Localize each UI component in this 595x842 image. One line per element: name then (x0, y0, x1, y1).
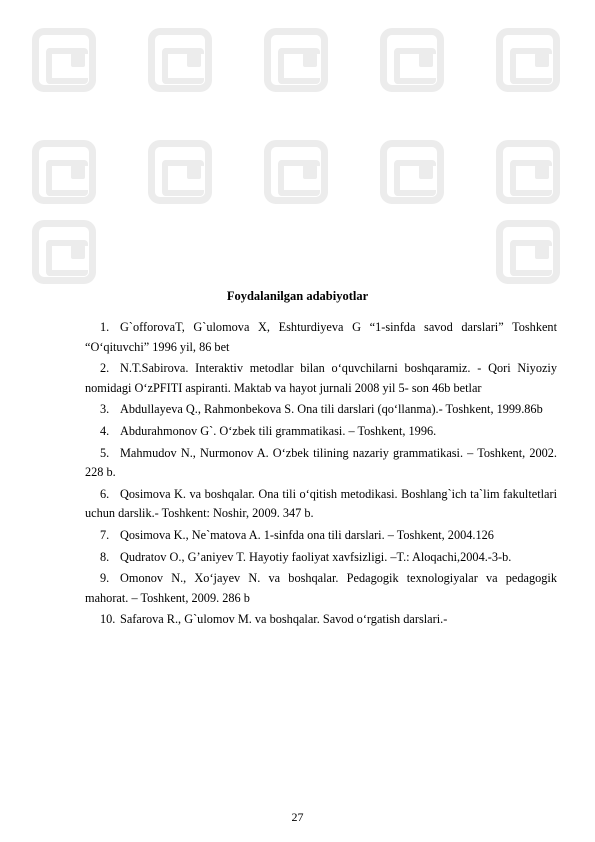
item-number: 2. (100, 361, 110, 376)
watermark-icon (380, 28, 444, 92)
watermark-icon (496, 28, 560, 92)
item-number: 1. (100, 320, 110, 334)
watermark-icon (32, 140, 96, 204)
item-text: Omonov N., Xo‘jayev N. va boshqalar. Pedagogik texnologiyalar va pedagogik mahorat. – Toshkent, 2009. 286 b (85, 571, 557, 605)
watermark-icon (32, 220, 96, 284)
page-title: Foydalanilgan adabiyotlar (226, 289, 369, 303)
list-item (85, 318, 557, 357)
watermark-icon (32, 28, 96, 92)
list-item (85, 548, 557, 568)
item-number: 8. (100, 549, 110, 564)
item-text: Qosimova K., Ne`matova A. 1-sinfda ona tili darslari. – Toshkent, 2004.126 (120, 527, 494, 542)
page-number: 27 (291, 810, 304, 824)
item-text: G`offorovaT, G`ulomova X, Eshturdiyeva G “1-sinfda savod darslari” Toshkent “O‘qituvchi” 1996 yil, 86 bet (85, 320, 557, 354)
watermark-icon (148, 28, 212, 92)
item-text: Abdurahmonov G`. O‘zbek tili grammatikasi. – Toshkent, 1996. (120, 423, 437, 438)
item-text: Qosimova K. va boshqalar. Ona tili o‘qitish metodikasi. Boshlang`ich ta`lim fakultetlari uchun darslik.- Toshkent: Noshir, 2009. 347 b. (85, 486, 557, 521)
list-item (85, 569, 557, 608)
watermark-icon (264, 140, 328, 204)
item-number: 3. (100, 402, 110, 417)
list-item (85, 526, 557, 546)
watermark-icon (264, 28, 328, 92)
list-item (85, 444, 557, 483)
list-item (85, 359, 557, 398)
reference-list (85, 318, 557, 632)
watermark-icon (496, 140, 560, 204)
watermark-icon (148, 140, 212, 204)
item-number: 5. (100, 445, 110, 460)
item-text: Mahmudov N., Nurmonov A. O‘zbek tilining nazariy grammatikasi. – Toshkent, 2002. 228 b. (85, 445, 557, 480)
item-number: 10. (100, 612, 116, 627)
item-text: Qudratov O., G’aniyev T. Hayotiy faoliyat xavfsizligi. –T.: Aloqachi,2004.-3-b. (120, 549, 512, 564)
list-item (85, 400, 557, 420)
item-number: 6. (100, 486, 110, 501)
item-number: 4. (100, 423, 110, 438)
item-number: 9. (100, 571, 110, 586)
list-item (85, 610, 557, 630)
item-number: 7. (100, 527, 110, 542)
item-text: N.T.Sabirova. Interaktiv metodlar bilan o‘quvchilarni boshqaramiz. - Qori Niyoziy nomidagi O‘zPFITI aspiranti. Maktab va hayot jurnali 2008 yil 5- son 46b betlar (85, 361, 557, 395)
watermark-icon (496, 220, 560, 284)
list-item (85, 422, 557, 442)
item-text: Abdullayeva Q., Rahmonbekova S. Ona tili darslari (qo‘llanma).- Toshkent, 1999.86b (120, 402, 543, 417)
list-item (85, 485, 557, 524)
watermark-icon (380, 140, 444, 204)
item-text: Safarova R., G`ulomov M. va boshqalar. Savod o‘rgatish darslari.- (120, 612, 448, 627)
